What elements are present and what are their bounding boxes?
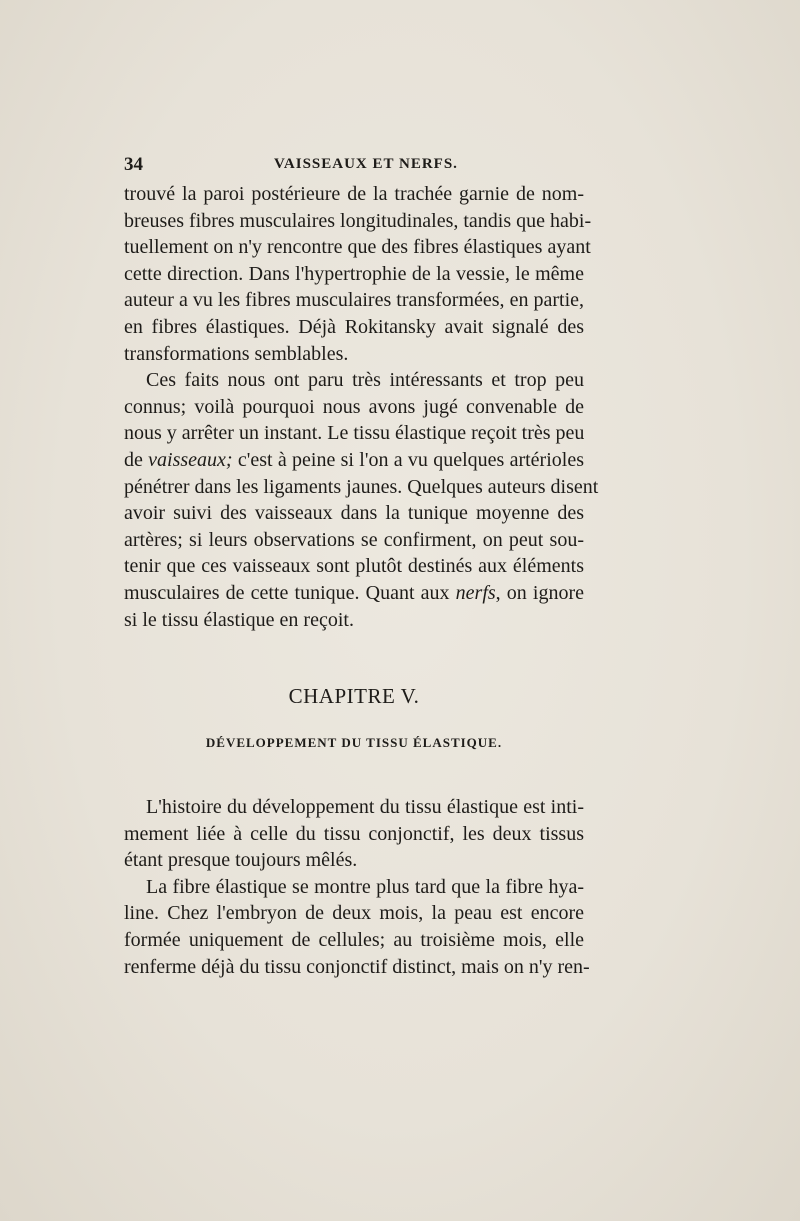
text-line: étant presque toujours mêlés. [124,849,358,872]
text-line: Ces faits nous ont paru très intéressants et trop peu [146,369,584,392]
text-line: line. Chez l'embryon de deux mois, la peau est encore [124,902,584,925]
chapter-title: CHAPITRE V. [288,684,420,708]
text-run: c'est à peine si l'on a vu quelques artérioles [232,448,584,471]
text-line: transformations semblables. [124,342,349,365]
text-line: cette direction. Dans l'hypertrophie de la vessie, le même [124,262,584,285]
body-text-top [124,181,599,633]
text-line [124,447,584,474]
text-line: L'histoire du développement du tissu élastique est inti- [146,796,584,818]
text-line: La fibre élastique se montre plus tard que la fibre hya- [146,875,584,898]
page-header [124,150,584,176]
text-line: auteur a vu les fibres musculaires transformées, en partie, [124,289,584,312]
text-line [124,580,584,607]
text-line: nous y arrêter un instant. Le tissu élastique reçoit très peu [124,422,585,445]
text-line: tenir que ces vaisseaux sont plutôt destinés aux éléments [124,555,584,578]
text-line: mement liée à celle du tissu conjonctif, les deux tissus [124,822,584,845]
italic-term: vaisseaux; [148,448,233,471]
text-line: breuses fibres musculaires longitudinales, tandis que habi- [124,209,592,232]
page-number: 34 [124,154,143,175]
text-run: de [124,448,149,471]
paragraph [124,181,592,367]
paragraph [124,794,584,874]
text-line: trouvé la paroi postérieure de la trachée garnie de nom- [124,183,584,205]
text-line: tuellement on n'y rencontre que des fibres élastiques ayant [124,236,591,259]
italic-term: nerfs [455,581,496,604]
text-line: artères; si leurs observations se confirment, on peut sou- [124,528,584,551]
text-line: connus; voilà pourquoi nous avons jugé convenable de [124,395,584,418]
chapter-subtitle: DÉVELOPPEMENT DU TISSU ÉLASTIQUE. [205,735,503,750]
paragraph [124,874,590,980]
text-run: musculaires de cette tunique. Quant aux [124,581,456,604]
paragraph [124,367,599,633]
text-line: avoir suivi des vaisseaux dans la tunique moyenne des [124,502,584,525]
text-line: en fibres élastiques. Déjà Rokitansky avait signalé des [124,315,584,338]
body-text-bottom [124,794,590,980]
text-line: renferme déjà du tissu conjonctif distinct, mais on n'y ren- [124,955,590,978]
running-title: VAISSEAUX ET NERFS. [274,156,458,172]
text-line: pénétrer dans les ligaments jaunes. Quelques auteurs disent [124,475,599,498]
text-run: , on ignore [495,581,584,604]
text-line: formée uniquement de cellules; au troisième mois, elle [124,928,584,951]
text-line: si le tissu élastique en reçoit. [124,608,354,631]
